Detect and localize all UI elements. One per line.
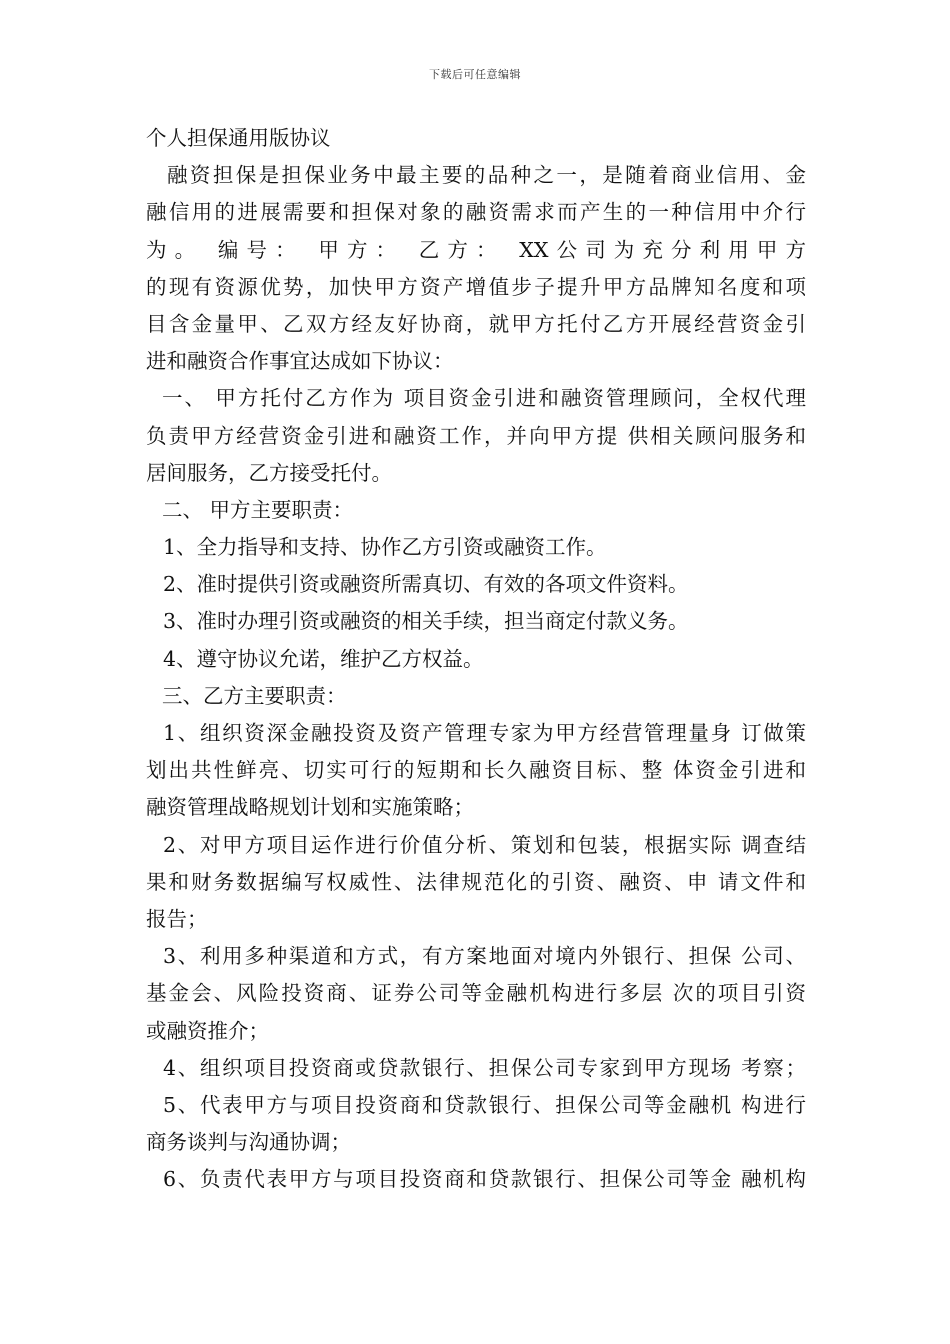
section-one-line: 居间服务，乙方接受托付。 (146, 460, 392, 485)
document-body (146, 120, 806, 1198)
list-item: 果和财务数据编写权威性、法律规范化的引资、融资、申 请文件和 (146, 869, 806, 894)
list-item: 报告； (146, 906, 208, 931)
list-item: 基金会、风险投资商、证券公司等金融机构进行多层 次的项目引资 (146, 981, 806, 1006)
list-item: 2、对甲方项目运作进行价值分析、策划和包装，根据实际 调查结 (163, 832, 806, 857)
list-item: 5、代表甲方与项目投资商和贷款银行、担保公司等金融机 构进行 (163, 1092, 806, 1117)
paragraph-line: 为。 编号： 甲方： 乙方： XX公司为充分利用甲方 (146, 237, 806, 262)
list-item: 4、组织项目投资商或贷款银行、担保公司专家到甲方现场 考察； (163, 1055, 806, 1080)
paragraph-line: 目含金量甲、乙双方经友好协商，就甲方托付乙方开展经营资金引 (146, 311, 806, 336)
list-item: 2、准时提供引资或融资所需真切、有效的各项文件资料。 (163, 572, 689, 597)
document-title: 个人担保通用版协议 (146, 126, 331, 150)
paragraph-line: 融资担保是担保业务中最主要的品种之一，是随着商业信用、金 (167, 163, 806, 188)
paragraph-line: 进和融资合作事宜达成如下协议： (146, 349, 454, 374)
list-item: 1、组织资深金融投资及资产管理专家为甲方经营管理量身 订做策 (163, 721, 806, 745)
list-item: 6、负责代表甲方与项目投资商和贷款银行、担保公司等金 融机构 (163, 1167, 806, 1192)
paragraph-line: 融信用的进展需要和担保对象的融资需求而产生的一种信用中介行 (146, 200, 806, 225)
list-item: 4、遵守协议允诺，维护乙方权益。 (163, 646, 484, 671)
list-item: 划出共性鲜亮、切实可行的短期和长久融资目标、整 体资金引进和 (146, 758, 806, 783)
section-three-heading: 三、乙方主要职责： (162, 683, 347, 708)
list-item: 3、利用多种渠道和方式，有方案地面对境内外银行、担保 公司、 (163, 944, 806, 969)
list-item: 融资管理战略规划计划和实施策略； (146, 795, 474, 820)
section-one-line: 一、 甲方托付乙方作为 项目资金引进和融资管理顾问，全权代理 (162, 386, 806, 411)
list-item: 1、全力指导和支持、协作乙方引资或融资工作。 (163, 535, 607, 560)
list-item: 商务谈判与沟通协调； (146, 1130, 351, 1155)
list-item: 或融资推介； (146, 1018, 269, 1043)
section-two-heading: 二、 甲方主要职责： (162, 497, 354, 522)
header-note: 下载后可任意编辑 (429, 68, 521, 81)
list-item: 3、准时办理引资或融资的相关手续，担当商定付款义务。 (163, 609, 689, 634)
paragraph-line: 的现有资源优势，加快甲方资产增值步子提升甲方品牌知名度和项 (146, 274, 806, 299)
section-one-line: 负责甲方经营资金引进和融资工作，并向甲方提 供相关顾问服务和 (146, 423, 806, 448)
